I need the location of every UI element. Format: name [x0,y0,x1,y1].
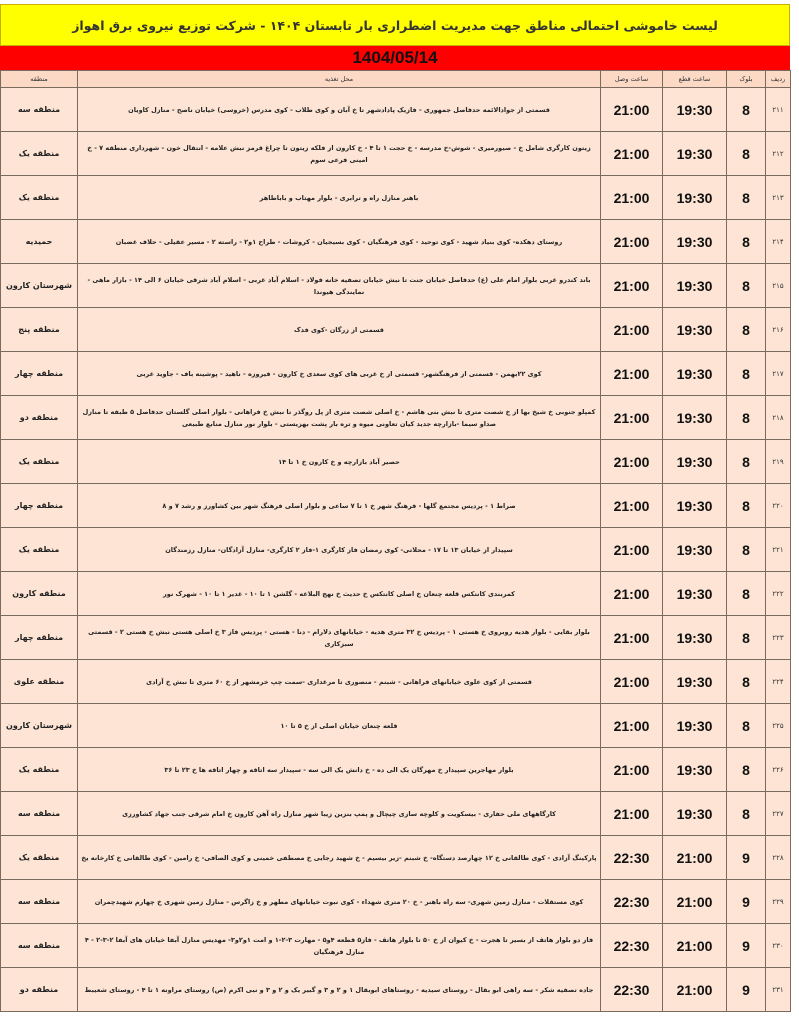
address: بلوار بقایی - بلوار هدیه روبروی خ هستی ۱ - پردیس خ ۳۲ متری هدیه - خیابانهای دلارام - دنا - هستی - پردیس فاز ۳ خ اصلی هستی نبش خ هستی ۲ - قسمتی سبزکاری [78,616,601,660]
header-row-number: ردیف [766,71,791,88]
off-time: 21:00 [663,880,727,924]
address: قسمتی از زرگان -کوی فدک [78,308,601,352]
off-time: 19:30 [663,176,727,220]
table-row [1,616,791,660]
address: باهنر منازل راه و ترابری - بلوار مهتاب و باباطاهر [78,176,601,220]
off-time: 19:30 [663,88,727,132]
on-time: 22:30 [601,968,663,1012]
address: قسمتی از جوادالائمه حدفاصل جمهوری - فازیک پادادشهر تا خ آبان و کوی طلاب - کوی مدرس (خروسی) خیابان ناصح - منازل کاویان [78,88,601,132]
row-number: ۲۱۳ [766,176,791,220]
region: منطقه یک [1,748,78,792]
block-number: 8 [727,440,766,484]
region: منطقه یک [1,132,78,176]
on-time: 21:00 [601,220,663,264]
region: منطقه یک [1,176,78,220]
on-time: 21:00 [601,616,663,660]
block-number: 8 [727,88,766,132]
on-time: 21:00 [601,484,663,528]
block-number: 8 [727,792,766,836]
region: شهرستان کارون [1,704,78,748]
block-number: 8 [727,616,766,660]
header-region: منطقه [1,71,78,88]
region: منطقه یک [1,440,78,484]
outage-document [0,4,790,1012]
on-time: 21:00 [601,396,663,440]
table-row [1,176,791,220]
address: قسمتی از کوی علوی خیابانهای فراهانی - شبنم - منصوری تا مرغداری -سمت چپ خرمشهر از خ ۶۰ متری تا نبش خ آزادی [78,660,601,704]
block-number: 8 [727,176,766,220]
off-time: 19:30 [663,264,727,308]
region: منطقه دو [1,396,78,440]
off-time: 19:30 [663,352,727,396]
table-row [1,220,791,264]
outage-table [0,70,791,1012]
address: جاده تصفیه شکر - سه راهی ابو بقال - روستای سیدیه - روستاهای ابوبقال ۱ و ۲ و ۳ و گبیر یک و ۲ و ۳ و نبی اکرم (ص) روستای مراونه ۱ تا ۴ - روستای شعیبط [78,968,601,1012]
block-number: 8 [727,308,766,352]
table-row [1,88,791,132]
address: کوی مستقلات - منازل زمین شهری- سه راه باهنر - خ ۲۰ متری شهداء - کوی نبوت خیابانهای مطهر و خ زاگرس - منازل زمین شهری خ چهارم شهیدچمران [78,880,601,924]
row-number: ۲۱۷ [766,352,791,396]
block-number: 8 [727,396,766,440]
table-row [1,924,791,968]
on-time: 21:00 [601,308,663,352]
on-time: 21:00 [601,440,663,484]
table-row [1,528,791,572]
row-number: ۲۲۶ [766,748,791,792]
block-number: 8 [727,660,766,704]
block-number: 8 [727,484,766,528]
row-number: ۲۲۳ [766,616,791,660]
table-row [1,352,791,396]
off-time: 19:30 [663,396,727,440]
row-number: ۲۳۱ [766,968,791,1012]
block-number: 9 [727,968,766,1012]
row-number: ۲۱۲ [766,132,791,176]
table-row [1,484,791,528]
region: منطقه چهار [1,352,78,396]
row-number: ۲۲۲ [766,572,791,616]
off-time: 19:30 [663,572,727,616]
row-number: ۲۲۹ [766,880,791,924]
address: باند کندرو غربی بلوار امام علی (ع) حدفاصل خیابان جنت تا نبش خیابان تصفیه خانه فولاد - اسلام آباد غربی - اسلام آباد شرقی خیابان ۶ الی ۱۴ - بازار ماهی - نمایندگی هیوندا [78,264,601,308]
table-row [1,880,791,924]
block-number: 9 [727,924,766,968]
on-time: 22:30 [601,836,663,880]
on-time: 21:00 [601,176,663,220]
header-off-time: ساعت قطع [663,71,727,88]
block-number: 9 [727,836,766,880]
region: منطقه سه [1,880,78,924]
table-row [1,704,791,748]
off-time: 19:30 [663,220,727,264]
block-number: 8 [727,132,766,176]
block-number: 8 [727,572,766,616]
off-time: 21:00 [663,836,727,880]
address: بلوار مهاجرین سپیدار خ مهرگان یک الی ده - خ دانش یک الی سه - سپیدار سه اتاقه و چهار اتاقه ها خ ۲۳ تا ۳۶ [78,748,601,792]
off-time: 19:30 [663,616,727,660]
table-row [1,308,791,352]
row-number: ۲۲۱ [766,528,791,572]
row-number: ۲۱۱ [766,88,791,132]
block-number: 8 [727,264,766,308]
header-block: بلوک [727,71,766,88]
address: زیتون کارگری شامل خ - صیورمیری - شوش-خ مدرسه - خ حجت ۱ تا ۴ - خ کارون از فلکه زیتون تا چراغ قرمز نبش علامه - انتقال خون - شهرداری منطقه ۷ - خ امینی فرعی سوم [78,132,601,176]
off-time: 19:30 [663,440,727,484]
on-time: 21:00 [601,264,663,308]
row-number: ۲۲۷ [766,792,791,836]
row-number: ۲۲۵ [766,704,791,748]
region: شهرستان کارون [1,264,78,308]
on-time: 21:00 [601,704,663,748]
address: روستای دهکده- کوی بنیاد شهید - کوی توحید - کوی فرهنگیان - کوی بسیجیان - کروشات - طراح ۱و۲ - راسته ۲ - مسیر عقیلی - حلاف غضبان [78,220,601,264]
row-number: ۲۲۰ [766,484,791,528]
block-number: 8 [727,748,766,792]
table-row [1,968,791,1012]
header-on-time: ساعت وصل [601,71,663,88]
on-time: 21:00 [601,528,663,572]
on-time: 22:30 [601,880,663,924]
table-row [1,264,791,308]
block-number: 8 [727,704,766,748]
address: فاز دو بلوار هاتف از بسیر تا هجرت - خ کیوان از خ ۵۰ تا بلوار هاتف - فاز۵ قطعه ۴و۵ - مهارت ۳-۲-۱ و امت ۱و۲و۳- مهدیس منازل آبفا خیابان های آبفا ۲-۳-۲ - ۴ منازل فرهنگیان [78,924,601,968]
region: منطقه علوی [1,660,78,704]
row-number: ۲۱۸ [766,396,791,440]
block-number: 9 [727,880,766,924]
address: کوی ۲۲بهمن - قسمتی از فرهنگشهر- قسمتی از خ غربی های کوی سعدی خ کارون - فیروزه - ناهید - پوشینه باف - جاوید غربی [78,352,601,396]
off-time: 21:00 [663,968,727,1012]
region: منطقه سه [1,792,78,836]
block-number: 8 [727,220,766,264]
region: منطقه دو [1,968,78,1012]
on-time: 21:00 [601,660,663,704]
date-banner: 1404/05/14 [0,46,790,70]
address: کارگاههای ملی حفاری - بیسکویت و کلوچه سازی چیچال و پمپ بنزین زیبا شهر منازل راه آهن کارون خ امام شرقی جنب جهاد کشاورزی [78,792,601,836]
on-time: 21:00 [601,352,663,396]
on-time: 21:00 [601,748,663,792]
block-number: 8 [727,352,766,396]
region: منطقه سه [1,924,78,968]
document-title: لیست خاموشی احتمالی مناطق جهت مدیریت اضطراری بار تابستان ۱۴۰۴ - شرکت توزیع نیروی برق اهواز [0,4,790,46]
table-row [1,792,791,836]
table-row [1,440,791,484]
row-number: ۲۱۴ [766,220,791,264]
address: پارکینگ آزادی - کوی طالقانی خ ۱۲ چهارصد دستگاه- خ شبنم -زیر بیسیم - خ شهید رجایی خ مصطفی خمینی و کوی الصافی- خ رامین - کوی طالقانی خ کارخانه یخ [78,836,601,880]
on-time: 21:00 [601,132,663,176]
region: منطقه یک [1,528,78,572]
row-number: ۲۱۹ [766,440,791,484]
block-number: 8 [727,528,766,572]
off-time: 19:30 [663,748,727,792]
row-number: ۲۲۴ [766,660,791,704]
on-time: 21:00 [601,572,663,616]
on-time: 21:00 [601,792,663,836]
off-time: 19:30 [663,660,727,704]
on-time: 22:30 [601,924,663,968]
region: منطقه سه [1,88,78,132]
address: سپیدار از خیابان ۱۳ تا ۱۷ - محلاتی- کوی رمضان فاز کارگری ۱-فاز ۲ کارگری- منازل آزادگان- منازل رزمندگان [78,528,601,572]
table-row [1,396,791,440]
off-time: 19:30 [663,704,727,748]
address: قلعه چنعان خیابان اصلی از خ ۵ تا ۱۰ [78,704,601,748]
off-time: 19:30 [663,528,727,572]
off-time: 19:30 [663,792,727,836]
row-number: ۲۱۵ [766,264,791,308]
off-time: 21:00 [663,924,727,968]
region: منطقه پنج [1,308,78,352]
address: کمربندی کانتکس قلعه چنعان خ اصلی کانتکس خ حدیث خ نهج البلاغه - گلشن ۱ تا ۱۰ - غدیر ۱ تا ۱۰ - شهرک نور [78,572,601,616]
off-time: 19:30 [663,484,727,528]
address: صراط ۱ - پردیس مجتمع گلها - فرهنگ شهر خ ۱ تا ۷ ساعی و بلوار اصلی فرهنگ شهر بین کشاورز و رشد ۷ و ۸ [78,484,601,528]
table-row [1,572,791,616]
table-row [1,132,791,176]
on-time: 21:00 [601,88,663,132]
table-row [1,836,791,880]
table-row [1,660,791,704]
off-time: 19:30 [663,308,727,352]
row-number: ۲۳۰ [766,924,791,968]
table-row [1,748,791,792]
region: حمیدیه [1,220,78,264]
region: منطقه کارون [1,572,78,616]
row-number: ۲۲۸ [766,836,791,880]
address: کمپلو جنوبی خ شیخ بها از خ شصت متری تا نبش بنی هاشم - خ اصلی شصت متری از پل روگذر تا نبش خ فراهانی - بلوار اصلی گلستان حدفاصل ۵ طبقه تا منازل صداو سیما -بازارچه جدید کیان تعاونی میوه و تره بار پشت بهزیستی - بلوار نور منازل منابع طبیعی [78,396,601,440]
header-address: محل تغذیه [78,71,601,88]
off-time: 19:30 [663,132,727,176]
row-number: ۲۱۶ [766,308,791,352]
address: حصیر آباد بازارچه و خ کارون خ ۱ تا ۱۴ [78,440,601,484]
table-header-row [1,71,791,88]
region: منطقه چهار [1,484,78,528]
region: منطقه یک [1,836,78,880]
region: منطقه چهار [1,616,78,660]
